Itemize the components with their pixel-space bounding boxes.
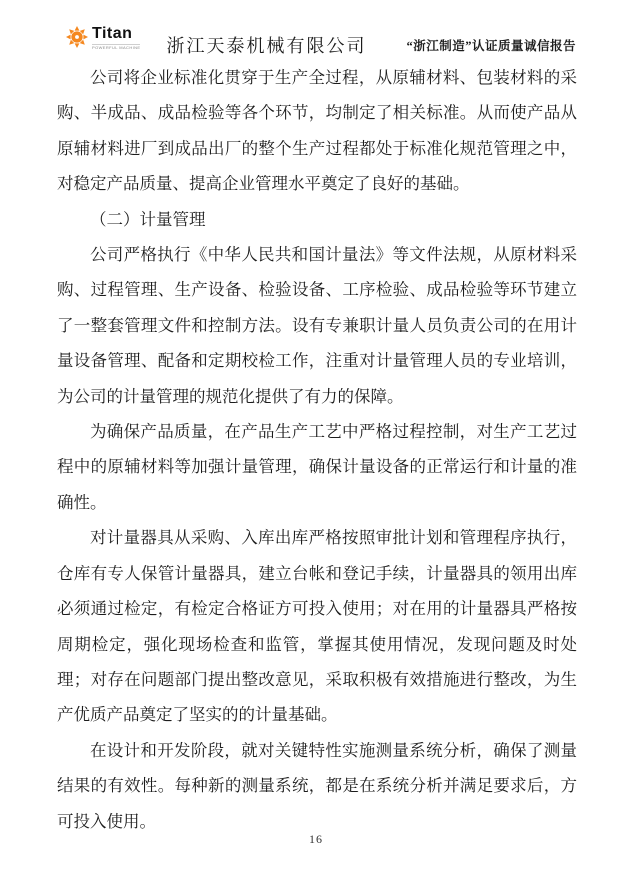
logo-tagline-text: POWERFUL MACHINE: [92, 45, 141, 50]
document-body: [57, 60, 577, 839]
titan-logo: [66, 26, 140, 50]
logo-text-block: [92, 26, 140, 50]
paragraph-design-development: 在设计和开发阶段，就对关键特性实施测量系统分析，确保了测量结果的有效性。每种新的测量系统，都是在系统分析并满足要求后，方可投入使用。: [57, 740, 577, 831]
page-number: 16: [309, 832, 323, 846]
logo-brand-text: Titan: [92, 25, 133, 42]
paragraph-measurement-law: 公司严格执行《中华人民共和国计量法》等文件法规，从原材料采购、过程管理、生产设备、检验设备、工序检验、成品检验等环节建立了一整套管理文件和控制方法。设有专兼职计量人员负责公司的在用计量设备管理、配备和定期校检工作，注重对计量管理人员的专业培训，为公司的计量管理的规范化提供了有力的保障。: [57, 245, 577, 406]
page-footer: [0, 830, 632, 848]
page-header: [66, 24, 576, 58]
gear-icon: [66, 26, 88, 48]
report-title: “浙江制造”认证质量诚信报告: [406, 39, 576, 53]
company-name: 浙江天泰机械有限公司: [166, 36, 367, 56]
section-heading-measurement-management: （二）计量管理: [90, 209, 206, 229]
paragraph-standardization: 公司将企业标准化贯穿于生产全过程，从原辅材料、包装材料的采购、半成品、成品检验等各个环节，均制定了相关标准。从而使产品从原辅材料进厂到成品出厂的整个生产过程都处于标准化规范管理之中，对稳定产品质量、提高企业管理水平奠定了良好的基础。: [57, 68, 577, 194]
paragraph-process-control: 为确保产品质量，在产品生产工艺中严格过程控制，对生产工艺过程中的原辅材料等加强计量管理，确保计量设备的正常运行和计量的准确性。: [57, 422, 577, 512]
paragraph-measuring-instruments: 对计量器具从采购、入库出库严格按照审批计划和管理程序执行，仓库有专人保管计量器具，建立台帐和登记手续，计量器具的领用出库必须通过检定，有检定合格证方可投入使用；对在用的计量器具严格按周期检定，强化现场检查和监管，掌握其使用情况，发现问题及时处理；对存在问题部门提出整改意见，采取积极有效措施进行整改，为生产优质产品奠定了坚实的的计量基础。: [57, 528, 577, 725]
